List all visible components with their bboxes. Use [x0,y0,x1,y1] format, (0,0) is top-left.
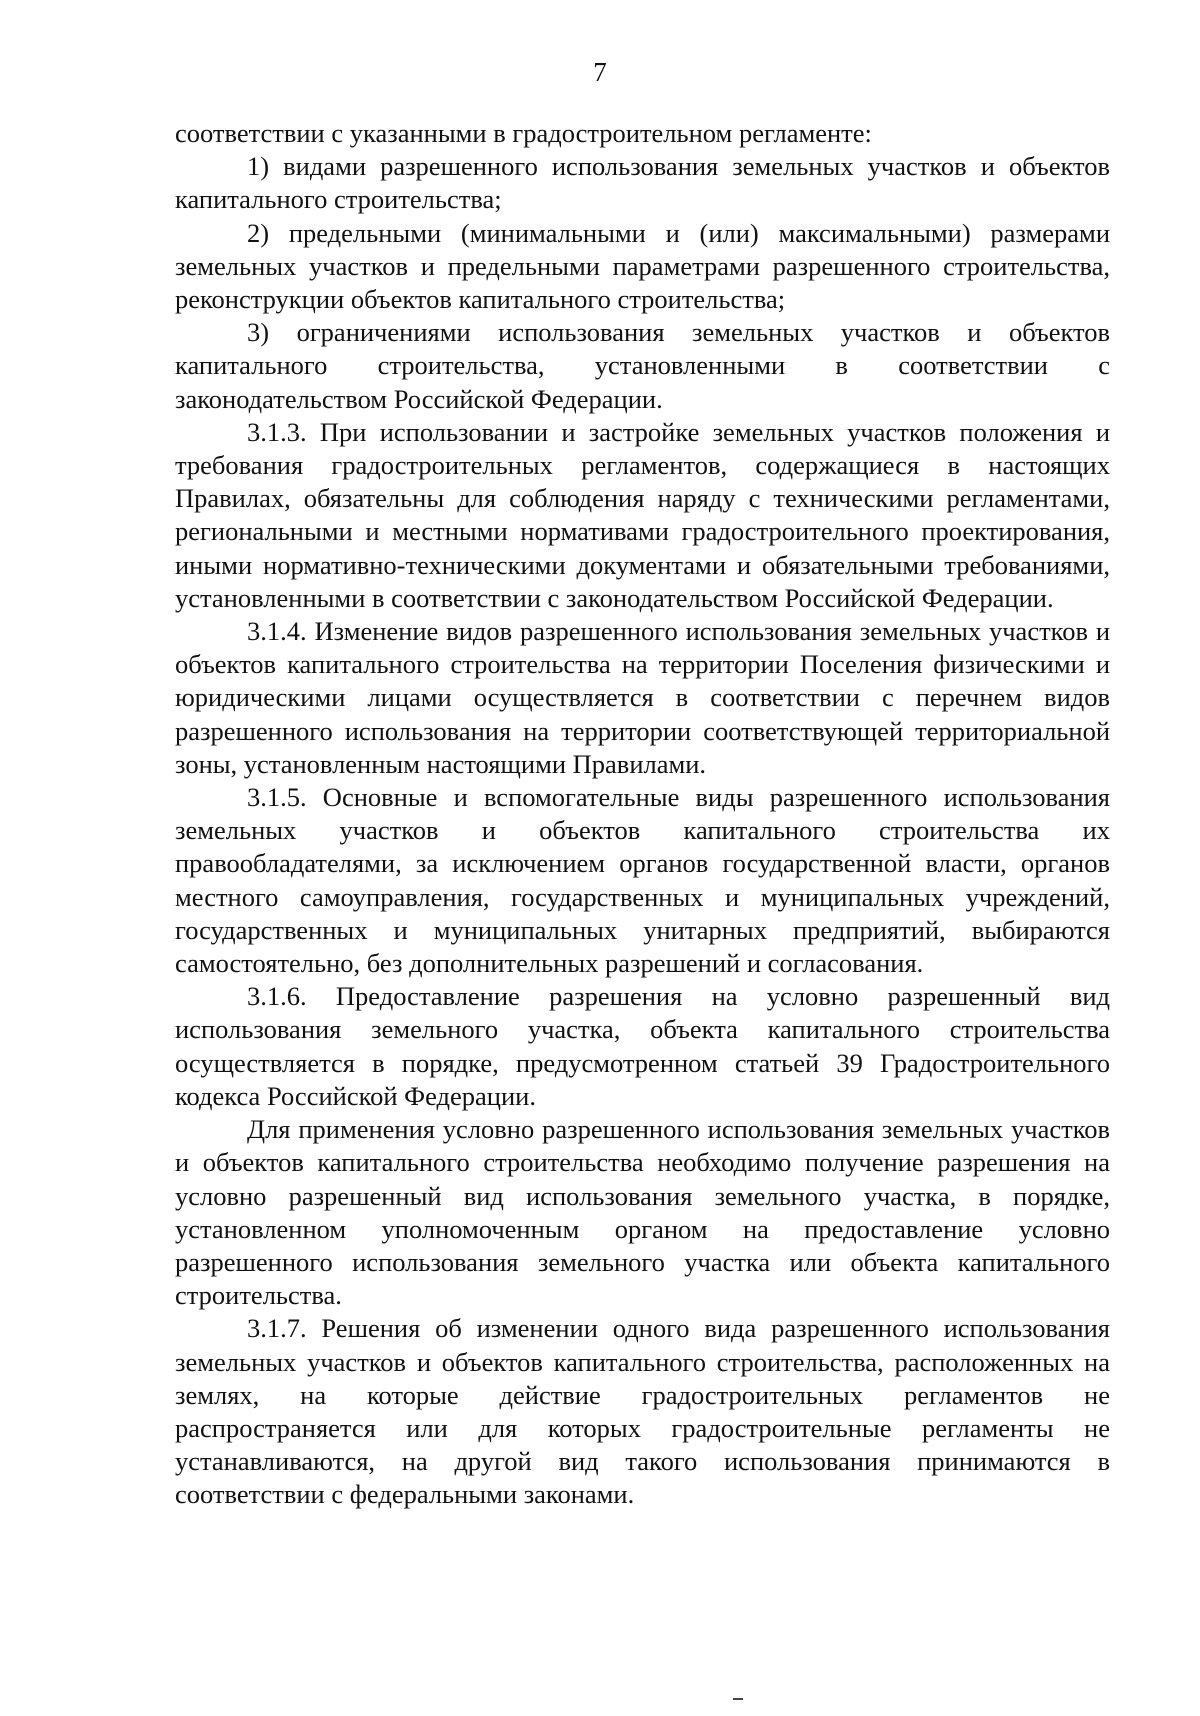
document-body [175,117,1110,1512]
page-number: 7 [593,57,607,87]
scan-mark [733,1698,743,1700]
clause-3-1-6-paragraph-2: Для применения условно разрешенного использования земельных участков и объектов капитального строительства необходимо получение разрешения на условно разрешенный вид использования земельного участка, в порядке, установленном уполномоченным органом на предоставление условно разрешенного использования земельного участка или объекта капитального строительства. [175,1114,1110,1311]
clause-3-1-6: 3.1.6. Предоставление разрешения на условно разрешенный вид использования земельного участка, объекта капитального строительства осуществляется в порядке, предусмотренном статьей 39 Градостроительного кодекса Российской Федерации. [175,981,1110,1111]
list-item-3: 3) ограничениями использования земельных участков и объектов капитального строительства, установленными в соответствии с законодательством Российской Федерации. [175,317,1110,414]
clause-3-1-4: 3.1.4. Изменение видов разрешенного использования земельных участков и объектов капитального строительства на территории Поселения физическими и юридическими лицами осуществляется в соответствии с перечнем видов разрешенного использования на территории соответствующей территориальной зоны, установленным настоящими Правилами. [175,616,1110,779]
list-item-1: 1) видами разрешенного использования земельных участков и объектов капитального строительства; [175,151,1110,215]
clause-3-1-7: 3.1.7. Решения об изменении одного вида разрешенного использования земельных участков и объектов капитального строительства, расположенных на землях, на которые действие градостроительных регламентов не распространяется или для которых градостроительные регламенты не устанавливаются, на другой вид такого использования принимаются в соответствии с федеральными законами. [175,1313,1110,1510]
paragraph-continuation: соответствии с указанными в градостроительном регламенте: [175,118,872,148]
clause-3-1-5: 3.1.5. Основные и вспомогательные виды разрешенного использования земельных участков и объектов капитального строительства их правообладателями, за исключением органов государственной власти, органов местного самоуправления, государственных и муниципальных учреждений, государственных и муниципальных унитарных предприятий, выбираются самостоятельно, без дополнительных разрешений и согласования. [175,782,1110,979]
list-item-2: 2) предельными (минимальными и (или) максимальными) размерами земельных участков и предельными параметрами разрешенного строительства, реконструкции объектов капитального строительства; [175,217,1110,315]
clause-3-1-3: 3.1.3. При использовании и застройке земельных участков положения и требования градостроительных регламентов, содержащиеся в настоящих Правилах, обязательны для соблюдения наряду с техническими регламентами, региональными и местными нормативами градостроительного проектирования, иными нормативно-техническими документами и обязательными требованиями, установленными в соответствии с законодательством Российской Федерации. [175,416,1110,613]
